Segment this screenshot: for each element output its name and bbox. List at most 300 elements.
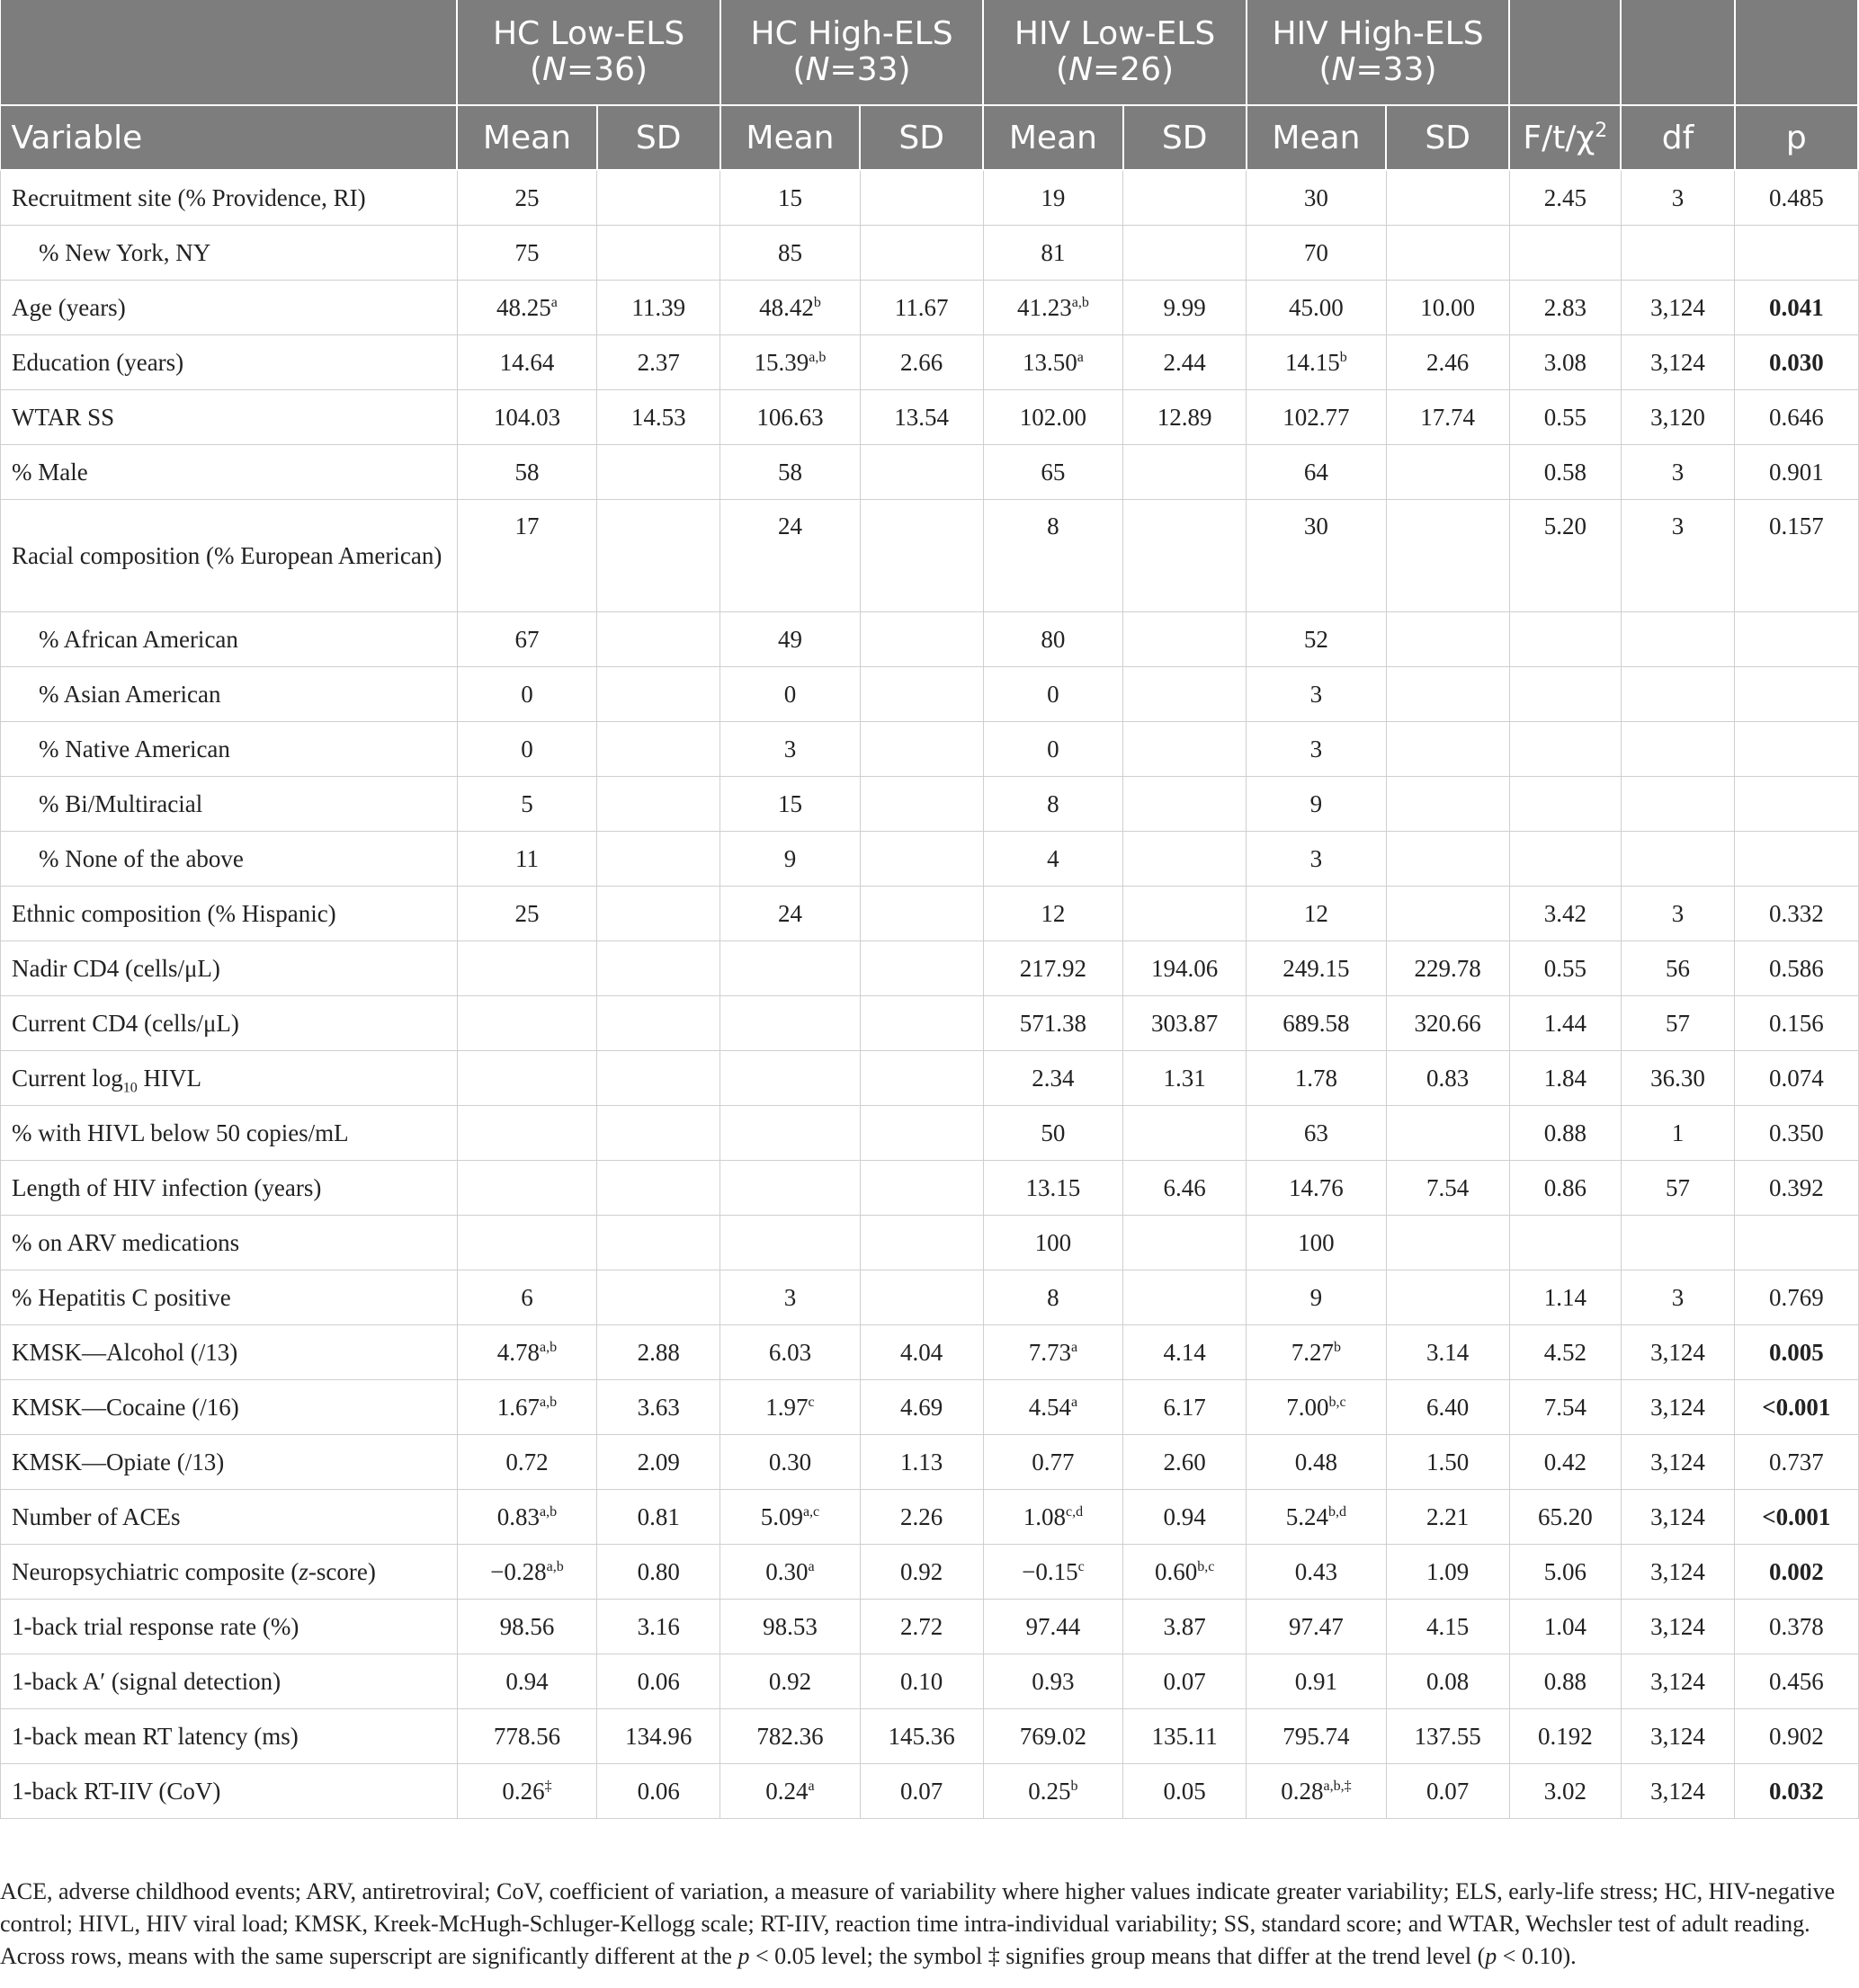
cell-value: 11.39 <box>631 293 686 321</box>
cell-value: 0.737 <box>1768 1448 1824 1475</box>
cell-value: 0.26 <box>502 1777 545 1805</box>
table-cell <box>1247 170 1386 226</box>
table-cell <box>720 1216 860 1270</box>
table-cell <box>1509 390 1621 445</box>
cell-value: 3 <box>1671 183 1685 211</box>
table-cell <box>860 1654 983 1709</box>
table-cell <box>1621 170 1734 226</box>
cell-value: 689.58 <box>1283 1009 1350 1037</box>
table-row <box>1 1270 1859 1325</box>
cell-value: 97.47 <box>1289 1612 1344 1640</box>
cell-value: 2.37 <box>637 348 680 376</box>
table-cell <box>720 335 860 390</box>
cell-value: 0.91 <box>1294 1667 1338 1695</box>
table-row <box>1 722 1859 777</box>
cell-value: 3 <box>1309 735 1323 762</box>
cell-superscript: b <box>813 294 821 310</box>
table-cell <box>983 1600 1122 1654</box>
group-n: (N=33) <box>792 51 911 88</box>
table-cell <box>1123 500 1247 612</box>
group-header-hc-low <box>457 0 719 105</box>
cell-value: 0.42 <box>1543 1448 1586 1475</box>
variable-label-text: 1-back A′ (signal detection) <box>12 1668 282 1695</box>
table-cell <box>1123 170 1247 226</box>
table-cell <box>457 1435 596 1490</box>
cell-value: 1.14 <box>1543 1283 1586 1311</box>
table-cell <box>1621 1051 1734 1106</box>
table-cell <box>1386 1106 1509 1161</box>
table-cell <box>1621 832 1734 887</box>
cell-value: 7.73 <box>1028 1338 1071 1366</box>
table-cell <box>1386 445 1509 500</box>
table-cell <box>1735 667 1858 722</box>
table-cell <box>860 1270 983 1325</box>
cell-value: 3 <box>1309 680 1323 708</box>
variable-label <box>1 887 458 941</box>
group-n: (N=36) <box>530 51 648 88</box>
cell-value: 0.08 <box>1426 1667 1470 1695</box>
column-header-row <box>1 105 1859 170</box>
cell-value: 0.81 <box>637 1502 680 1530</box>
table-cell <box>1735 1106 1858 1161</box>
table-cell <box>860 390 983 445</box>
sd-header: SD <box>860 105 983 170</box>
table-cell <box>1509 1709 1621 1764</box>
table-cell <box>860 1216 983 1270</box>
table-cell <box>457 1709 596 1764</box>
table-cell <box>983 722 1122 777</box>
table-cell <box>860 941 983 996</box>
table-cell <box>597 1325 720 1380</box>
table-cell <box>1123 941 1247 996</box>
cell-superscript: b <box>1334 1339 1342 1355</box>
cell-value: 80 <box>1041 625 1066 653</box>
table-cell <box>1621 1216 1734 1270</box>
table-cell <box>1735 1325 1858 1380</box>
table-cell <box>860 777 983 832</box>
cell-value: 5.20 <box>1543 513 1586 539</box>
cell-value: 1.78 <box>1294 1064 1338 1092</box>
table-cell <box>1621 1545 1734 1600</box>
table-cell <box>1386 1380 1509 1435</box>
cell-value: 5 <box>521 789 533 817</box>
table-cell <box>597 667 720 722</box>
footnote-text: < 0.10). <box>1497 1943 1577 1969</box>
cell-value: 0.902 <box>1768 1722 1824 1750</box>
variable-label <box>1 1270 458 1325</box>
table-cell <box>860 1380 983 1435</box>
table-row <box>1 170 1859 226</box>
table-row <box>1 445 1859 500</box>
table-cell <box>597 1435 720 1490</box>
cell-superscript: a <box>1070 1339 1078 1355</box>
cell-value: 45.00 <box>1289 293 1344 321</box>
table-cell <box>1621 1600 1734 1654</box>
cell-value: 6.40 <box>1426 1393 1470 1421</box>
table-cell <box>1123 996 1247 1051</box>
table-cell <box>1123 226 1247 281</box>
cell-superscript: b <box>1339 349 1347 365</box>
variable-label <box>1 1106 458 1161</box>
cell-value: 8 <box>1047 1283 1059 1311</box>
table-cell <box>860 722 983 777</box>
cell-value: 1.44 <box>1543 1009 1586 1037</box>
table-cell <box>1247 500 1386 612</box>
table-cell <box>1123 1709 1247 1764</box>
header-blank <box>1509 0 1621 105</box>
table-cell <box>860 1600 983 1654</box>
cell-superscript: c <box>808 1394 815 1410</box>
table-row <box>1 226 1859 281</box>
cell-value: 4.52 <box>1543 1338 1586 1366</box>
table-cell <box>1509 1216 1621 1270</box>
cell-value: 65.20 <box>1537 1502 1593 1530</box>
table-cell <box>860 1709 983 1764</box>
table-cell <box>1386 722 1509 777</box>
cell-value: 4 <box>1047 844 1059 872</box>
cell-value: 0.55 <box>1543 403 1586 431</box>
cell-superscript: a,b <box>1071 294 1089 310</box>
table-cell <box>1621 941 1734 996</box>
table-cell <box>1386 335 1509 390</box>
table-cell <box>1509 1325 1621 1380</box>
cell-value: 48.25 <box>496 293 551 321</box>
table-cell <box>1123 1216 1247 1270</box>
cell-value: <0.001 <box>1762 1393 1831 1421</box>
table-cell <box>1509 777 1621 832</box>
table-cell <box>457 1764 596 1819</box>
table-cell <box>597 1545 720 1600</box>
variable-label-italic: z <box>299 1558 308 1585</box>
table-cell <box>720 1490 860 1545</box>
table-cell <box>860 281 983 335</box>
table-cell <box>983 226 1122 281</box>
variable-label-text: % Hepatitis C positive <box>12 1284 231 1311</box>
table-cell <box>1621 226 1734 281</box>
table-cell <box>457 390 596 445</box>
table-cell <box>597 445 720 500</box>
table-cell <box>1735 1764 1858 1819</box>
table-cell <box>1247 1600 1386 1654</box>
variable-label <box>1 996 458 1051</box>
cell-value: 11 <box>514 844 539 872</box>
variable-label <box>1 500 458 612</box>
cell-value: 3,124 <box>1650 1667 1705 1695</box>
table-row <box>1 996 1859 1051</box>
table-cell <box>1735 226 1858 281</box>
cell-value: 102.77 <box>1283 403 1350 431</box>
table-cell <box>1247 941 1386 996</box>
variable-label-text: % Native American <box>39 735 230 762</box>
table-row <box>1 1216 1859 1270</box>
cell-value: 104.03 <box>493 403 561 431</box>
cell-value: 3 <box>1671 458 1685 486</box>
table-cell <box>860 335 983 390</box>
cell-value: 0.72 <box>505 1448 549 1475</box>
table-cell <box>1386 887 1509 941</box>
cell-value: 4.04 <box>900 1338 943 1366</box>
cell-value: 0 <box>783 680 797 708</box>
table-cell <box>1735 500 1858 612</box>
cell-value: 0.901 <box>1768 458 1824 486</box>
variable-label-text: Education (years) <box>12 349 184 376</box>
cell-value: 12 <box>1041 899 1066 927</box>
table-cell <box>1621 1106 1734 1161</box>
cell-value: 67 <box>514 625 540 653</box>
table-cell <box>597 1106 720 1161</box>
table-cell <box>1386 1051 1509 1106</box>
table-cell <box>1509 500 1621 612</box>
cell-value: 1.97 <box>765 1393 809 1421</box>
variable-label <box>1 335 458 390</box>
table-cell <box>1247 1051 1386 1106</box>
table-cell <box>597 941 720 996</box>
table-cell <box>1386 1600 1509 1654</box>
table-cell <box>1123 1325 1247 1380</box>
table-cell <box>1509 1545 1621 1600</box>
cell-superscript: c <box>1077 1558 1085 1574</box>
cell-value: 0.074 <box>1768 1064 1824 1092</box>
variable-label-text: Number of ACEs <box>12 1503 181 1530</box>
table-cell <box>1123 281 1247 335</box>
cell-value: 24 <box>777 899 802 927</box>
cell-value: 0.156 <box>1768 1009 1824 1037</box>
table-header <box>1 0 1859 170</box>
cell-value: 4.54 <box>1028 1393 1071 1421</box>
cell-value: 9.99 <box>1163 293 1206 321</box>
sd-header: SD <box>597 105 720 170</box>
stat-header <box>1509 105 1621 170</box>
stat-header-superscript: 2 <box>1595 119 1608 142</box>
group-header-hiv-high <box>1247 0 1509 105</box>
table-cell <box>457 1545 596 1600</box>
table-cell <box>860 226 983 281</box>
table-cell <box>1735 1270 1858 1325</box>
cell-value: 0.60 <box>1154 1557 1198 1585</box>
variable-label-text: % Male <box>12 459 88 486</box>
sd-header: SD <box>1123 105 1247 170</box>
cell-value: 0.25 <box>1028 1777 1071 1805</box>
cell-value: 0.646 <box>1768 403 1824 431</box>
header-blank <box>1621 0 1734 105</box>
cell-value: 2.21 <box>1426 1502 1470 1530</box>
table-cell <box>983 445 1122 500</box>
header-blank <box>1735 0 1858 105</box>
cell-value: 571.38 <box>1019 1009 1087 1037</box>
table-cell <box>457 722 596 777</box>
table-cell <box>597 777 720 832</box>
table-cell <box>1386 1161 1509 1216</box>
table-cell <box>1735 1490 1858 1545</box>
cell-value: 24 <box>777 513 802 539</box>
cell-value: 0.93 <box>1032 1667 1075 1695</box>
table-cell <box>720 1545 860 1600</box>
cell-superscript: b,c <box>1328 1394 1346 1410</box>
table-cell <box>983 1106 1122 1161</box>
table-cell <box>860 832 983 887</box>
table-cell <box>1123 1161 1247 1216</box>
cell-value: 3.08 <box>1543 348 1586 376</box>
table-cell <box>1247 1654 1386 1709</box>
cell-value: 75 <box>514 238 540 266</box>
cell-value: 6.46 <box>1163 1173 1206 1201</box>
table-cell <box>457 226 596 281</box>
cell-value: 3,120 <box>1650 403 1705 431</box>
table-cell <box>1386 612 1509 667</box>
group-name: HIV High-ELS <box>1272 15 1484 52</box>
cell-value: 3,124 <box>1650 1612 1705 1640</box>
table-cell <box>860 1435 983 1490</box>
table-cell <box>1247 226 1386 281</box>
cell-value: 0.88 <box>1543 1119 1586 1146</box>
table-cell <box>1123 1435 1247 1490</box>
variable-label-text: Ethnic composition (% Hispanic) <box>12 900 336 927</box>
header-blank <box>1 0 458 105</box>
cell-value: 5.06 <box>1543 1557 1586 1585</box>
table-cell <box>720 887 860 941</box>
cell-value: 48.42 <box>759 293 814 321</box>
cell-value: 70 <box>1303 238 1328 266</box>
table-cell <box>1247 1545 1386 1600</box>
variable-label <box>1 1600 458 1654</box>
cell-superscript: a <box>550 294 558 310</box>
cell-value: −0.15 <box>1022 1557 1078 1585</box>
table-cell <box>1735 335 1858 390</box>
cell-value: 0.06 <box>637 1777 680 1805</box>
cell-value: 2.26 <box>900 1502 943 1530</box>
sd-header: SD <box>1386 105 1509 170</box>
table-cell <box>1621 1654 1734 1709</box>
cell-value: 52 <box>1303 625 1328 653</box>
cell-value: 3.42 <box>1543 899 1586 927</box>
table-cell <box>720 1654 860 1709</box>
table-cell <box>1247 1325 1386 1380</box>
table-cell <box>1621 1380 1734 1435</box>
cell-value: 303.87 <box>1151 1009 1219 1037</box>
group-header-hiv-low <box>983 0 1246 105</box>
table-cell <box>720 1325 860 1380</box>
cell-value: 3.14 <box>1426 1338 1470 1366</box>
table-cell <box>597 1654 720 1709</box>
table-cell <box>983 996 1122 1051</box>
table-row <box>1 390 1859 445</box>
table-cell <box>1735 941 1858 996</box>
cell-value: 3.02 <box>1543 1777 1586 1805</box>
variable-label <box>1 667 458 722</box>
cell-value: 3 <box>1309 844 1323 872</box>
mean-header: Mean <box>983 105 1122 170</box>
group-n: (N=33) <box>1318 51 1437 88</box>
cell-value: 4.78 <box>496 1338 541 1366</box>
df-header: df <box>1621 105 1734 170</box>
variable-label <box>1 226 458 281</box>
table-cell <box>860 500 983 612</box>
cell-value: 769.02 <box>1019 1722 1087 1750</box>
variable-label <box>1 1490 458 1545</box>
cell-value: 98.53 <box>763 1612 818 1640</box>
cell-value: 6 <box>521 1283 533 1311</box>
table-cell <box>1247 1270 1386 1325</box>
table-cell <box>860 1051 983 1106</box>
table-cell <box>983 941 1122 996</box>
cell-value: 0.157 <box>1768 513 1824 539</box>
variable-label <box>1 1709 458 1764</box>
table-cell <box>1123 1545 1247 1600</box>
table-cell <box>1123 1654 1247 1709</box>
cell-value: 1.08 <box>1023 1502 1066 1530</box>
table-cell <box>457 1161 596 1216</box>
table-cell <box>1123 667 1247 722</box>
table-cell <box>1386 1270 1509 1325</box>
cell-value: <0.001 <box>1762 1502 1831 1530</box>
table-cell <box>1386 1325 1509 1380</box>
table-cell <box>1247 335 1386 390</box>
table-body <box>1 170 1859 1819</box>
table-cell <box>597 832 720 887</box>
table-cell <box>860 996 983 1051</box>
table-cell <box>720 170 860 226</box>
table-cell <box>1247 1490 1386 1545</box>
table-row <box>1 1764 1859 1819</box>
cell-value: 0.002 <box>1768 1557 1824 1585</box>
cell-value: 249.15 <box>1283 954 1350 982</box>
cell-value: 0.07 <box>900 1777 943 1805</box>
table-row <box>1 777 1859 832</box>
cell-value: 135.11 <box>1151 1722 1218 1750</box>
cell-superscript: ‡ <box>544 1778 552 1794</box>
table-cell <box>720 1435 860 1490</box>
cell-value: 3,124 <box>1650 1393 1705 1421</box>
table-cell <box>1509 722 1621 777</box>
table-cell <box>1386 832 1509 887</box>
cell-value: 15.39 <box>754 348 809 376</box>
variable-header: Variable <box>1 105 458 170</box>
cell-value: 137.55 <box>1414 1722 1481 1750</box>
table-cell <box>1386 170 1509 226</box>
table-cell <box>457 996 596 1051</box>
table-cell <box>1247 1435 1386 1490</box>
variable-label-text: HIVL <box>137 1065 201 1092</box>
table-cell <box>1509 1435 1621 1490</box>
table-cell <box>457 281 596 335</box>
table-cell <box>1247 612 1386 667</box>
cell-value: 3,124 <box>1650 1448 1705 1475</box>
table-cell <box>1247 1709 1386 1764</box>
cell-value: 3,124 <box>1650 1777 1705 1805</box>
variable-label-text: WTAR SS <box>12 404 115 431</box>
cell-value: 106.63 <box>756 403 824 431</box>
table-cell <box>720 612 860 667</box>
table-row <box>1 1545 1859 1600</box>
group-name: HC High-ELS <box>750 15 953 52</box>
table-cell <box>720 1709 860 1764</box>
cell-value: 0 <box>1047 735 1059 762</box>
cell-value: 4.69 <box>900 1393 943 1421</box>
table-cell <box>1123 1270 1247 1325</box>
cell-value: 0.586 <box>1768 954 1824 982</box>
cell-value: 0.83 <box>1426 1064 1470 1092</box>
cell-superscript: a <box>808 1558 815 1574</box>
table-cell <box>860 1764 983 1819</box>
cell-value: 0.005 <box>1768 1338 1824 1366</box>
cell-superscript: a,b <box>809 349 827 365</box>
table-cell <box>597 1380 720 1435</box>
table-cell <box>1735 612 1858 667</box>
cell-value: 0.392 <box>1768 1173 1824 1201</box>
table-cell <box>1247 996 1386 1051</box>
cell-value: 14.76 <box>1289 1173 1344 1201</box>
cell-value: 14.64 <box>499 348 555 376</box>
